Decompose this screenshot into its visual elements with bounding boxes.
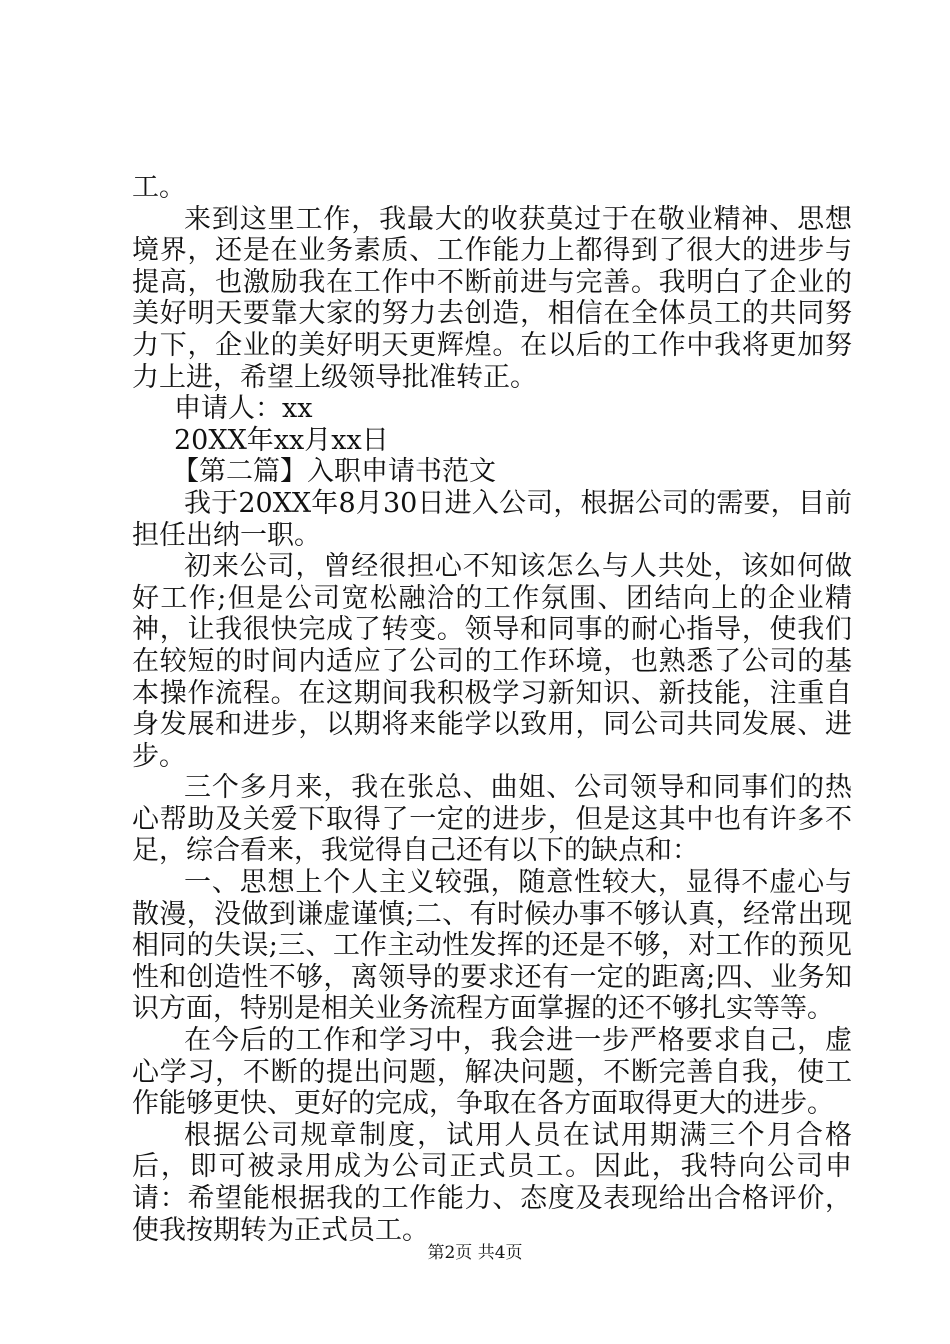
paragraph-continuation: 工。	[132, 172, 186, 203]
applicant-line: 申请人：xx	[174, 393, 313, 425]
paragraph-future: 在今后的工作和学习中，我会进一步严格要求自己，虚心学习，不断的提出问题，解决问题，不断完善自我，使工作能够更快、更好的完成，争取在各方面取得更大的进步。	[132, 1025, 852, 1120]
document-body	[132, 172, 852, 1246]
date-line: 20XX年xx月xx日	[174, 424, 389, 456]
paragraph-shortcomings: 一、思想上个人主义较强，随意性较大，显得不虚心与散漫，没做到谦虚谨慎;二、有时候办事不够认真，经常出现相同的失误;三、工作主动性发挥的还是不够，对工作的预见性和创造性不够，离领导的要求还有一定的距离;四、业务知识方面，特别是相关业务流程方面掌握的还不够扎实等等。	[132, 867, 852, 1025]
section-title: 【第二篇】入职申请书范文	[172, 456, 496, 488]
page-footer: 第2页 共4页	[427, 1243, 523, 1263]
paragraph-work-gains: 来到这里工作，我最大的收获莫过于在敬业精神、思想境界，还是在业务素质、工作能力上都得到了很大的进步与提高，也激励我在工作中不断前进与完善。我明白了企业的美好明天要靠大家的努力去创造，相信在全体员工的共同努力下，企业的美好明天更辉煌。在以后的工作中我将更加努力上进，希望上级领导批准转正。	[132, 203, 852, 393]
paragraph-request: 根据公司规章制度，试用人员在试用期满三个月合格后，即可被录用成为公司正式员工。因此，我特向公司申请：希望能根据我的工作能力、态度及表现给出合格评价，使我按期转为正式员工。	[132, 1119, 852, 1246]
paragraph-early-days: 初来公司，曾经很担心不知该怎么与人共处，该如何做好工作;但是公司宽松融洽的工作氛围、团结向上的企业精神，让我很快完成了转变。领导和同事的耐心指导，使我们在较短的时间内适应了公司的工作环境，也熟悉了公司的基本操作流程。在这期间我积极学习新知识、新技能，注重自身发展和进步，以期将来能学以致用，同公司共同发展、进步。	[132, 551, 852, 772]
paragraph-three-months: 三个多月来，我在张总、曲姐、公司领导和同事们的热心帮助及关爱下取得了一定的进步，但是这其中也有许多不足，综合看来，我觉得自己还有以下的缺点和：	[132, 772, 852, 867]
paragraph-join-date: 我于20XX年8月30日进入公司，根据公司的需要，目前担任出纳一职。	[132, 487, 852, 551]
